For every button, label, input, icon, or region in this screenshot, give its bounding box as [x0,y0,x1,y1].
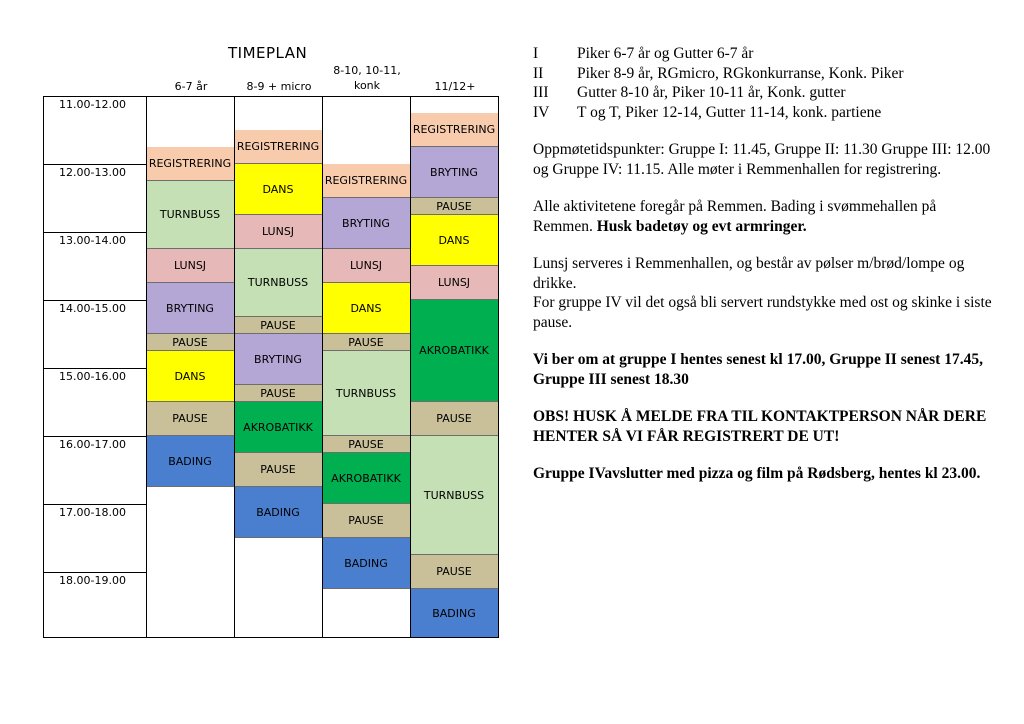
activity-block-bading: BADING [322,538,410,589]
activity-block-akrobatikk: AKROBATIKK [234,402,322,453]
activity-block-turnbuss: TURNBUSS [410,436,498,555]
hour-divider [43,164,146,165]
activity-block-lunsj: LUNSJ [146,249,234,283]
group-row-i [533,44,993,64]
activities-text: Alle aktivitetene foregår på Remmen. Bading i svømmehallen på Remmen. [533,198,937,235]
table-border [43,96,499,97]
activity-block-dans: DANS [322,283,410,334]
schedule-table [43,96,499,638]
activity-block-pause: PAUSE [146,402,234,436]
column-divider [410,96,411,638]
column-header-8-9-micro: 8-9 + micro [246,80,312,93]
activity-block-lunsj: LUNSJ [234,215,322,249]
time-label: 16.00-17.00 [59,438,126,451]
activity-block-pause: PAUSE [322,334,410,351]
group-row-iv [533,103,993,123]
group-row-ii [533,64,993,84]
hour-divider [43,300,146,301]
hour-divider [43,504,146,505]
group-number: I [533,45,539,62]
activity-block-pause: PAUSE [234,317,322,334]
activity-block-turnbuss: TURNBUSS [234,249,322,317]
table-border [498,96,499,638]
hour-divider [43,436,146,437]
column-divider [322,96,323,638]
time-label: 14.00-15.00 [59,302,126,315]
activity-block-pause: PAUSE [410,402,498,436]
activity-block-akrobatikk: AKROBATIKK [410,300,498,402]
activity-block-registrering: REGISTRERING [146,147,234,181]
obs-paragraph: OBS! HUSK Å MELDE FRA TIL KONTAKTPERSON NÅR DERE HENTER SÅ VI FÅR REGISTRERT DE UT! [533,408,987,445]
group-number: IV [533,103,550,121]
table-border [43,637,499,638]
lunch-text: Lunsj serveres i Remmenhallen, og består av pølser m/brød/lompe og drikke. [533,255,965,292]
activity-block-bading: BADING [146,436,234,487]
activity-block-dans: DANS [146,351,234,402]
column-header-11-12: 11/12+ [434,80,476,93]
column-divider [234,96,235,638]
lunch-group-iv-text: For gruppe IV vil det også bli servert rundstykke med ost og skinke i siste pause. [533,294,992,331]
activity-block-dans: DANS [410,215,498,266]
activity-block-registrering: REGISTRERING [322,164,410,198]
hour-divider [43,232,146,233]
activity-block-pause: PAUSE [234,453,322,487]
activity-block-bryting: BRYTING [146,283,234,334]
activity-block-bading: BADING [234,487,322,538]
lunch-paragraph [533,254,993,332]
activity-block-registrering: REGISTRERING [234,130,322,164]
activity-block-pause: PAUSE [322,504,410,538]
group-iv-paragraph: Gruppe IVavslutter med pizza og film på Rødsberg, hentes kl 23.00. [533,465,981,482]
activity-block-bryting: BRYTING [322,198,410,249]
time-label: 15.00-16.00 [59,370,126,383]
time-label: 12.00-13.00 [59,166,126,179]
activity-block-pause: PAUSE [410,555,498,589]
group-description: Piker 8-9 år, RGmicro, RGkonkurranse, Konk. Piker [577,64,904,82]
group-description: T og T, Piker 12-14, Gutter 11-14, konk. partiene [577,103,882,121]
activity-block-turnbuss: TURNBUSS [322,351,410,436]
activity-block-bryting: BRYTING [410,147,498,198]
meeting-times-paragraph: Oppmøtetidspunkter: Gruppe I: 11.45, Gruppe II: 11.30 Gruppe III: 12.00 og Gruppe IV: 11.15. Alle møter i Remmenhallen for registrering. [533,141,991,178]
activities-paragraph [533,197,993,236]
hour-divider [43,572,146,573]
activity-block-pause: PAUSE [234,385,322,402]
group-number: II [533,64,544,82]
group-description: Gutter 8-10 år, Piker 10-11 år, Konk. gutter [577,84,846,101]
activity-block-dans: DANS [234,164,322,215]
activity-block-pause: PAUSE [146,334,234,351]
hour-divider [43,368,146,369]
activity-block-lunsj: LUNSJ [410,266,498,300]
time-label: 13.00-14.00 [59,234,126,247]
activity-block-registrering: REGISTRERING [410,113,498,147]
activity-block-pause: PAUSE [322,436,410,453]
column-divider [146,96,147,638]
table-border [43,96,44,638]
activity-block-pause: PAUSE [410,198,498,215]
activity-block-akrobatikk: AKROBATIKK [322,453,410,504]
group-row-iii [533,83,993,103]
info-notes [533,44,993,484]
activity-block-lunsj: LUNSJ [322,249,410,283]
column-header-6-7: 6-7 år [174,80,208,93]
activity-block-turnbuss: TURNBUSS [146,181,234,249]
activities-reminder: Husk badetøy og evt armringer. [596,217,807,235]
group-description: Piker 6-7 år og Gutter 6-7 år [577,45,754,62]
time-label: 11.00-12.00 [59,98,126,111]
time-label: 17.00-18.00 [59,506,126,519]
column-header-8-10-konk: 8-10, 10-11, konk [333,64,401,92]
activity-block-bading: BADING [410,589,498,638]
pickup-paragraph: Vi ber om at gruppe I hentes senest kl 17.00, Gruppe II senest 17.45, Gruppe III senest 18.30 [533,351,983,388]
time-label: 18.00-19.00 [59,574,126,587]
schedule-title: TIMEPLAN [228,44,308,62]
activity-block-bryting: BRYTING [234,334,322,385]
group-number: III [533,84,549,101]
